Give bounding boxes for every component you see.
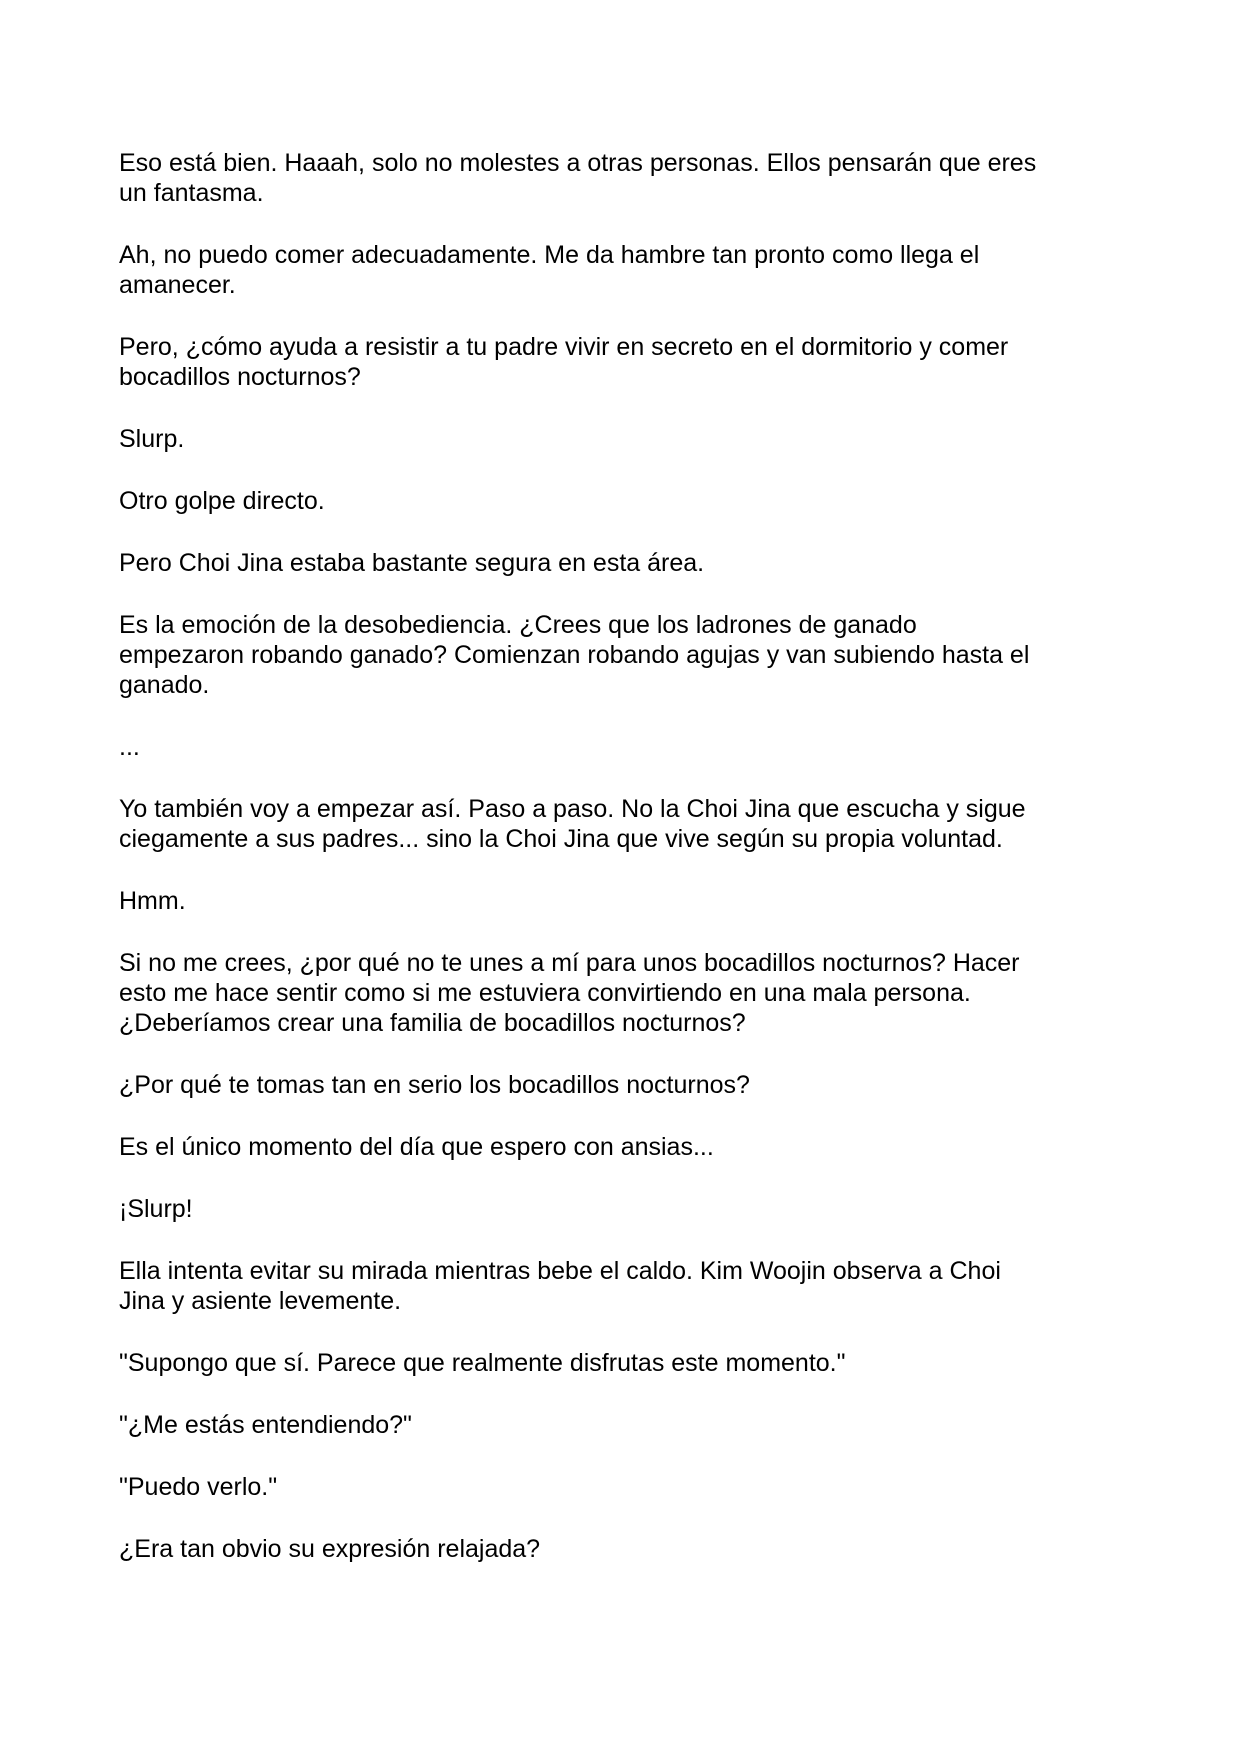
paragraph: Pero Choi Jina estaba bastante segura en esta área. — [119, 549, 705, 577]
paragraph: Es el único momento del día que espero con ansias... — [119, 1133, 714, 1161]
paragraph: Slurp. — [119, 425, 185, 453]
paragraph: Yo también voy a empezar así. Paso a paso. No la Choi Jina que escucha y sigue ciegamente a sus padres... sino la Choi Jina que vive según su propia voluntad. — [119, 795, 1026, 853]
paragraph: "Puedo verlo." — [119, 1473, 278, 1501]
paragraph: ¿Era tan obvio su expresión relajada? — [119, 1535, 541, 1563]
paragraph: Hmm. — [119, 887, 186, 915]
paragraph: Pero, ¿cómo ayuda a resistir a tu padre vivir en secreto en el dormitorio y comer bocadillos nocturnos? — [119, 333, 1009, 391]
paragraph: "Supongo que sí. Parece que realmente disfrutas este momento." — [119, 1349, 846, 1377]
paragraph: "¿Me estás entendiendo?" — [119, 1411, 412, 1439]
paragraph: Eso está bien. Haaah, solo no molestes a otras personas. Ellos pensarán que eres un fantasma. — [119, 149, 1037, 207]
paragraph: ... — [119, 733, 140, 761]
paragraph: Si no me crees, ¿por qué no te unes a mí para unos bocadillos nocturnos? Hacer esto me hace sentir como si me estuviera convirtiendo en una mala persona. ¿Deberíamos crear una familia de bocadillos nocturnos? — [119, 949, 1020, 1037]
paragraph: ¿Por qué te tomas tan en serio los bocadillos nocturnos? — [119, 1071, 750, 1099]
paragraph: Ah, no puedo comer adecuadamente. Me da hambre tan pronto como llega el amanecer. — [119, 241, 980, 299]
paragraph: Otro golpe directo. — [119, 487, 325, 515]
paragraph: Es la emoción de la desobediencia. ¿Crees que los ladrones de ganado empezaron robando ganado? Comienzan robando agujas y van subiendo hasta el ganado. — [119, 611, 1030, 699]
document-body — [119, 148, 1129, 1596]
paragraph: ¡Slurp! — [119, 1195, 193, 1223]
paragraph: Ella intenta evitar su mirada mientras bebe el caldo. Kim Woojin observa a Choi Jina y asiente levemente. — [119, 1257, 1001, 1315]
